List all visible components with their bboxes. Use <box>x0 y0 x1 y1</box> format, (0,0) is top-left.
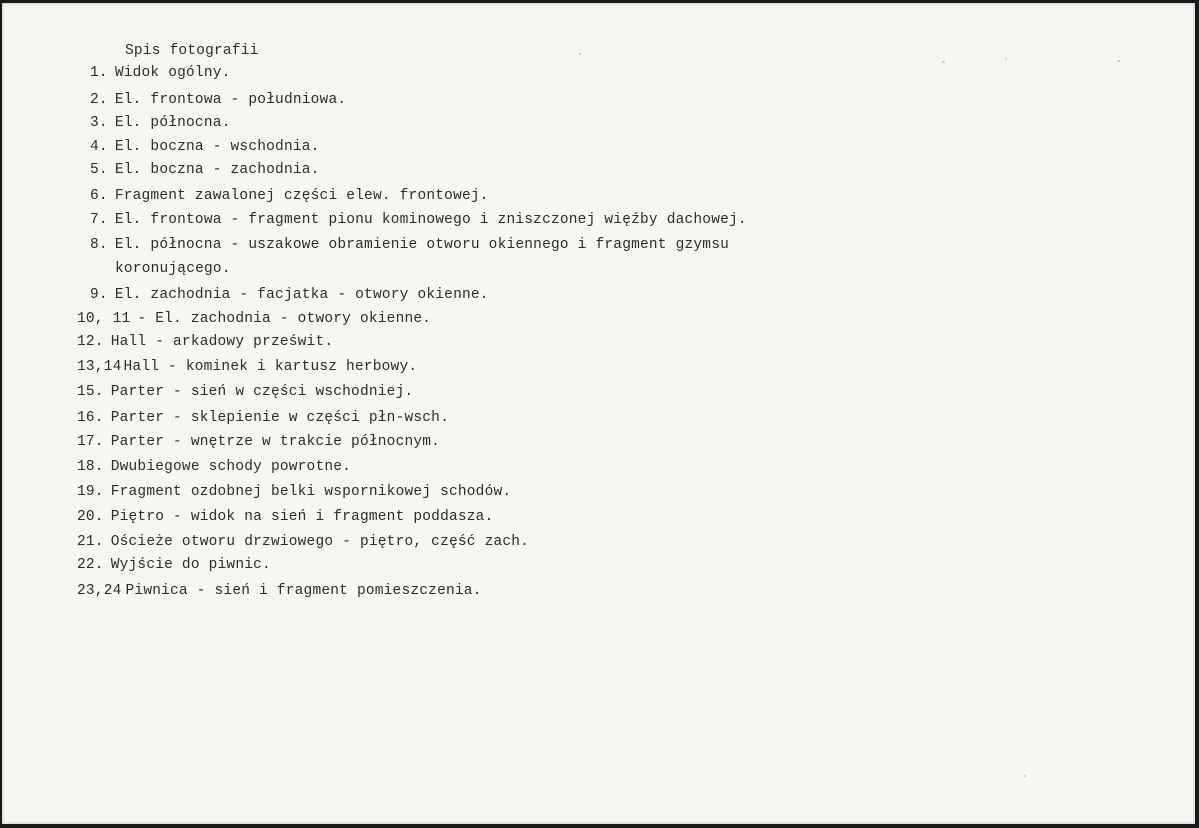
item-text: Piwnica - sień i fragment pomieszczenia. <box>125 583 482 599</box>
item-number: 9. <box>90 287 108 303</box>
item-number: 17. <box>77 434 104 450</box>
list-item <box>90 115 231 131</box>
list-item <box>90 237 729 253</box>
typewritten-document <box>2 3 1195 824</box>
item-number: 19. <box>77 484 104 500</box>
paper-speck <box>1117 60 1120 62</box>
list-item <box>77 534 529 550</box>
item-number: 4. <box>90 139 108 155</box>
list-item <box>90 212 747 228</box>
list-item <box>77 557 271 573</box>
item-number: 12. <box>77 334 104 350</box>
item-text: El. boczna - zachodnia. <box>114 162 320 178</box>
item-text: El. północna. <box>114 115 231 131</box>
paper-speck <box>1024 775 1026 777</box>
item-number: 1. <box>90 65 108 81</box>
item-text: Fragment zawalonej części elew. frontowej. <box>114 188 489 204</box>
item-number: 20. <box>77 509 104 525</box>
item-text: El. frontowa - fragment pionu kominowego i zniszczonej więźby dachowej. <box>114 212 747 228</box>
document-title: Spis fotografii <box>125 43 259 59</box>
paper-speck <box>579 53 581 55</box>
item-text: Widok ogólny. <box>114 65 231 81</box>
item-number: 18. <box>77 459 104 475</box>
item-text: Parter - wnętrze w trakcie północnym. <box>110 434 441 450</box>
list-item <box>90 92 346 108</box>
item-text: Parter - sień w części wschodniej. <box>110 384 414 400</box>
item-number: 15. <box>77 384 104 400</box>
item-text: koronującego. <box>115 261 231 277</box>
list-item <box>77 359 417 375</box>
item-text: El. północna - uszakowe obramienie otworu okiennego i fragment gzymsu <box>114 237 730 253</box>
list-item-continuation <box>115 261 231 277</box>
list-item <box>77 384 413 400</box>
item-text: - El. zachodnia - otwory okienne. <box>137 311 432 327</box>
item-text: El. boczna - wschodnia. <box>114 139 320 155</box>
item-text: Parter - sklepienie w części płn-wsch. <box>110 410 449 426</box>
item-number: 8. <box>90 237 108 253</box>
item-number: 21. <box>77 534 104 550</box>
item-text: Ościeże otworu drzwiowego - piętro, część zach. <box>110 534 530 550</box>
list-item <box>77 509 493 525</box>
list-item <box>77 410 449 426</box>
list-item <box>90 139 320 155</box>
item-number: 10, 11 <box>77 311 131 327</box>
list-item <box>77 334 333 350</box>
list-item <box>90 162 320 178</box>
item-number: 2. <box>90 92 108 108</box>
list-item <box>90 188 489 204</box>
item-text: Piętro - widok na sień i fragment poddasza. <box>110 509 494 525</box>
list-item <box>77 311 431 327</box>
paper-speck <box>942 61 945 63</box>
item-text: Wyjście do piwnic. <box>110 557 271 573</box>
paper-sheet <box>2 3 1195 824</box>
item-text: Dwubiegowe schody powrotne. <box>110 459 352 475</box>
list-item <box>77 459 351 475</box>
item-number: 23,24 <box>77 583 122 599</box>
list-item <box>77 583 482 599</box>
item-number: 3. <box>90 115 108 131</box>
item-text: Hall - arkadowy prześwit. <box>110 334 334 350</box>
item-text: Fragment ozdobnej belki wspornikowej schodów. <box>110 484 512 500</box>
item-number: 13,14 <box>77 359 122 375</box>
item-text: El. frontowa - południowa. <box>114 92 347 108</box>
item-number: 16. <box>77 410 104 426</box>
item-number: 22. <box>77 557 104 573</box>
list-item <box>77 484 511 500</box>
item-number: 7. <box>90 212 108 228</box>
paper-speck <box>1005 58 1007 60</box>
item-text: El. zachodnia - facjatka - otwory okienne. <box>114 287 489 303</box>
item-text: Hall - kominek i kartusz herbowy. <box>123 359 418 375</box>
list-item <box>90 287 489 303</box>
list-item <box>90 65 231 81</box>
list-item <box>77 434 440 450</box>
item-number: 6. <box>90 188 108 204</box>
item-number: 5. <box>90 162 108 178</box>
